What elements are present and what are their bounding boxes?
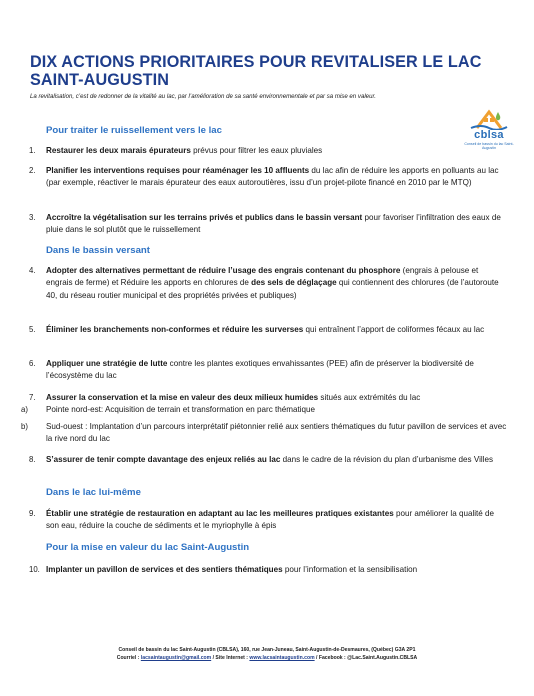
- section-heading-lac: Dans le lac lui-même: [46, 487, 141, 498]
- item-bold: S’assurer de tenir compte davantage des enjeux reliés au lac: [46, 455, 281, 464]
- section-heading-ruissellement: Pour traiter le ruissellement vers le lac: [46, 125, 222, 136]
- action-item-3: [29, 212, 507, 237]
- item-number: 4.: [29, 266, 36, 275]
- item-number: 9.: [29, 509, 36, 518]
- item-number: 1.: [29, 146, 36, 155]
- item-bold: Planifier les interventions requises pour réaménager les 10 affluents: [46, 166, 310, 175]
- logo-wordmark: cblsa: [474, 129, 504, 141]
- item-text: du lac afin de réduire les apports en polluants au lac (par exemple, réactiver le marais épurateur des eaux autoroutières, issu d’un projet-pilote financé en 2010 par le MTQ): [46, 166, 499, 188]
- footer-site-link[interactable]: www.lacsaintaugustin.com: [249, 655, 315, 662]
- footer-site-label: / Site Internet :: [211, 655, 250, 662]
- item-letter: a): [21, 405, 28, 414]
- item-number: 3.: [29, 213, 36, 222]
- action-subitem-a: [21, 404, 507, 416]
- item-text: prévus pour filtrer les eaux pluviales: [190, 146, 323, 155]
- item-number: 10.: [29, 565, 40, 574]
- item-bold: Implanter un pavillon de services et des sentiers thématiques: [46, 565, 283, 574]
- item-number: 7.: [29, 393, 36, 402]
- item-text: pour favoriser l’infiltration des eaux de pluie dans le sol plutôt que le ruissellement: [46, 213, 501, 235]
- item-text: situés aux extrémités du lac: [318, 393, 421, 402]
- footer: [60, 646, 474, 663]
- item-bold: Appliquer une stratégie de lutte: [46, 359, 168, 368]
- item-bold: Adopter des alternatives permettant de réduire l’usage des engrais contenant du phosphore: [46, 266, 401, 275]
- footer-contacts: [60, 654, 474, 662]
- item-number: 8.: [29, 455, 36, 464]
- item-bold-2: des sels de déglaçage: [251, 278, 337, 288]
- item-bold: Éliminer les branchements non-conformes et réduire les surverses: [46, 325, 304, 334]
- document-subtitle: La revitalisation, c’est de redonner de la vitalité au lac, par l’amélioration de sa santé environnementale et par sa mise en valeur.: [30, 93, 376, 100]
- action-subitem-b: [21, 421, 507, 446]
- action-item-6: [29, 358, 507, 383]
- action-item-10: [29, 564, 507, 576]
- item-bold: Accroître la végétalisation sur les terrains privés et publics dans le bassin versant: [46, 213, 363, 222]
- item-text: qui entraînent l’apport de coliformes fécaux au lac: [303, 325, 485, 334]
- item-number: 6.: [29, 359, 36, 368]
- item-text: pour améliorer la qualité de son eau, réduire la couche de sédiments et le myriophylle à épis: [46, 509, 495, 531]
- footer-email-label: Courriel :: [116, 655, 141, 662]
- logo-subtext: Conseil de bassin du lac Saint-Augustin: [464, 142, 514, 150]
- item-text-2: qui contiennent des chlorures (de l’autoroute 40, du réseau routier municipal et des propriétés privées et publiques): [46, 278, 499, 300]
- item-bold: Restaurer les deux marais épurateurs: [46, 146, 191, 155]
- item-number: 2.: [29, 166, 36, 175]
- item-text: pour l’information et la sensibilisation: [282, 565, 418, 574]
- footer-address: Conseil de bassin du lac Saint-Augustin (CBLSA), 160, rue Jean-Juneau, Saint-Augustin-de-Desmaures, (Québec) G3A 2P1: [118, 647, 416, 653]
- item-bold: Établir une stratégie de restauration en adaptant au lac les meilleures pratiques existantes: [46, 509, 394, 518]
- item-text: Sud-ouest : Implantation d’un parcours interprétatif piétonnier relié aux sentiers thématiques du futur pavillon de services et avec la rive nord du lac: [46, 422, 507, 444]
- action-item-5: [29, 324, 507, 336]
- action-item-2: [29, 165, 507, 190]
- section-heading-mise-en-valeur: Pour la mise en valeur du lac Saint-Augustin: [46, 542, 250, 553]
- action-item-4: [29, 265, 507, 302]
- action-item-8: [29, 454, 507, 466]
- item-text: dans le cadre de la révision du plan d’urbanisme des Villes: [280, 455, 494, 464]
- house-drop-icon: [463, 106, 515, 130]
- item-text: Pointe nord-est: Acquisition de terrain et transformation en parc thématique: [46, 405, 316, 414]
- item-bold: Assurer la conservation et la mise en valeur des deux milieux humides: [46, 393, 319, 402]
- item-text: contre les plantes exotiques envahissantes (PEE) afin de préserver la biodiversité de l’écosystème du lac: [46, 359, 474, 381]
- item-text: (engrais à pelouse et engrais de ferme) et Réduire les apports en chlorures de: [46, 266, 479, 288]
- item-letter: b): [21, 422, 28, 431]
- action-item-1: [29, 145, 507, 157]
- document-title: DIX ACTIONS PRIORITAIRES POUR REVITALISER LE LAC SAINT-AUGUSTIN: [30, 53, 482, 89]
- item-number: 5.: [29, 325, 36, 334]
- action-item-7: [29, 392, 507, 404]
- footer-facebook: / Facebook : @Lac.Saint.Augustin.CBLSA: [314, 655, 418, 662]
- footer-email-link[interactable]: lacsaintaugustin@gmail.com: [140, 655, 212, 662]
- section-heading-bassin-versant: Dans le bassin versant: [46, 245, 150, 256]
- action-item-9: [29, 508, 507, 533]
